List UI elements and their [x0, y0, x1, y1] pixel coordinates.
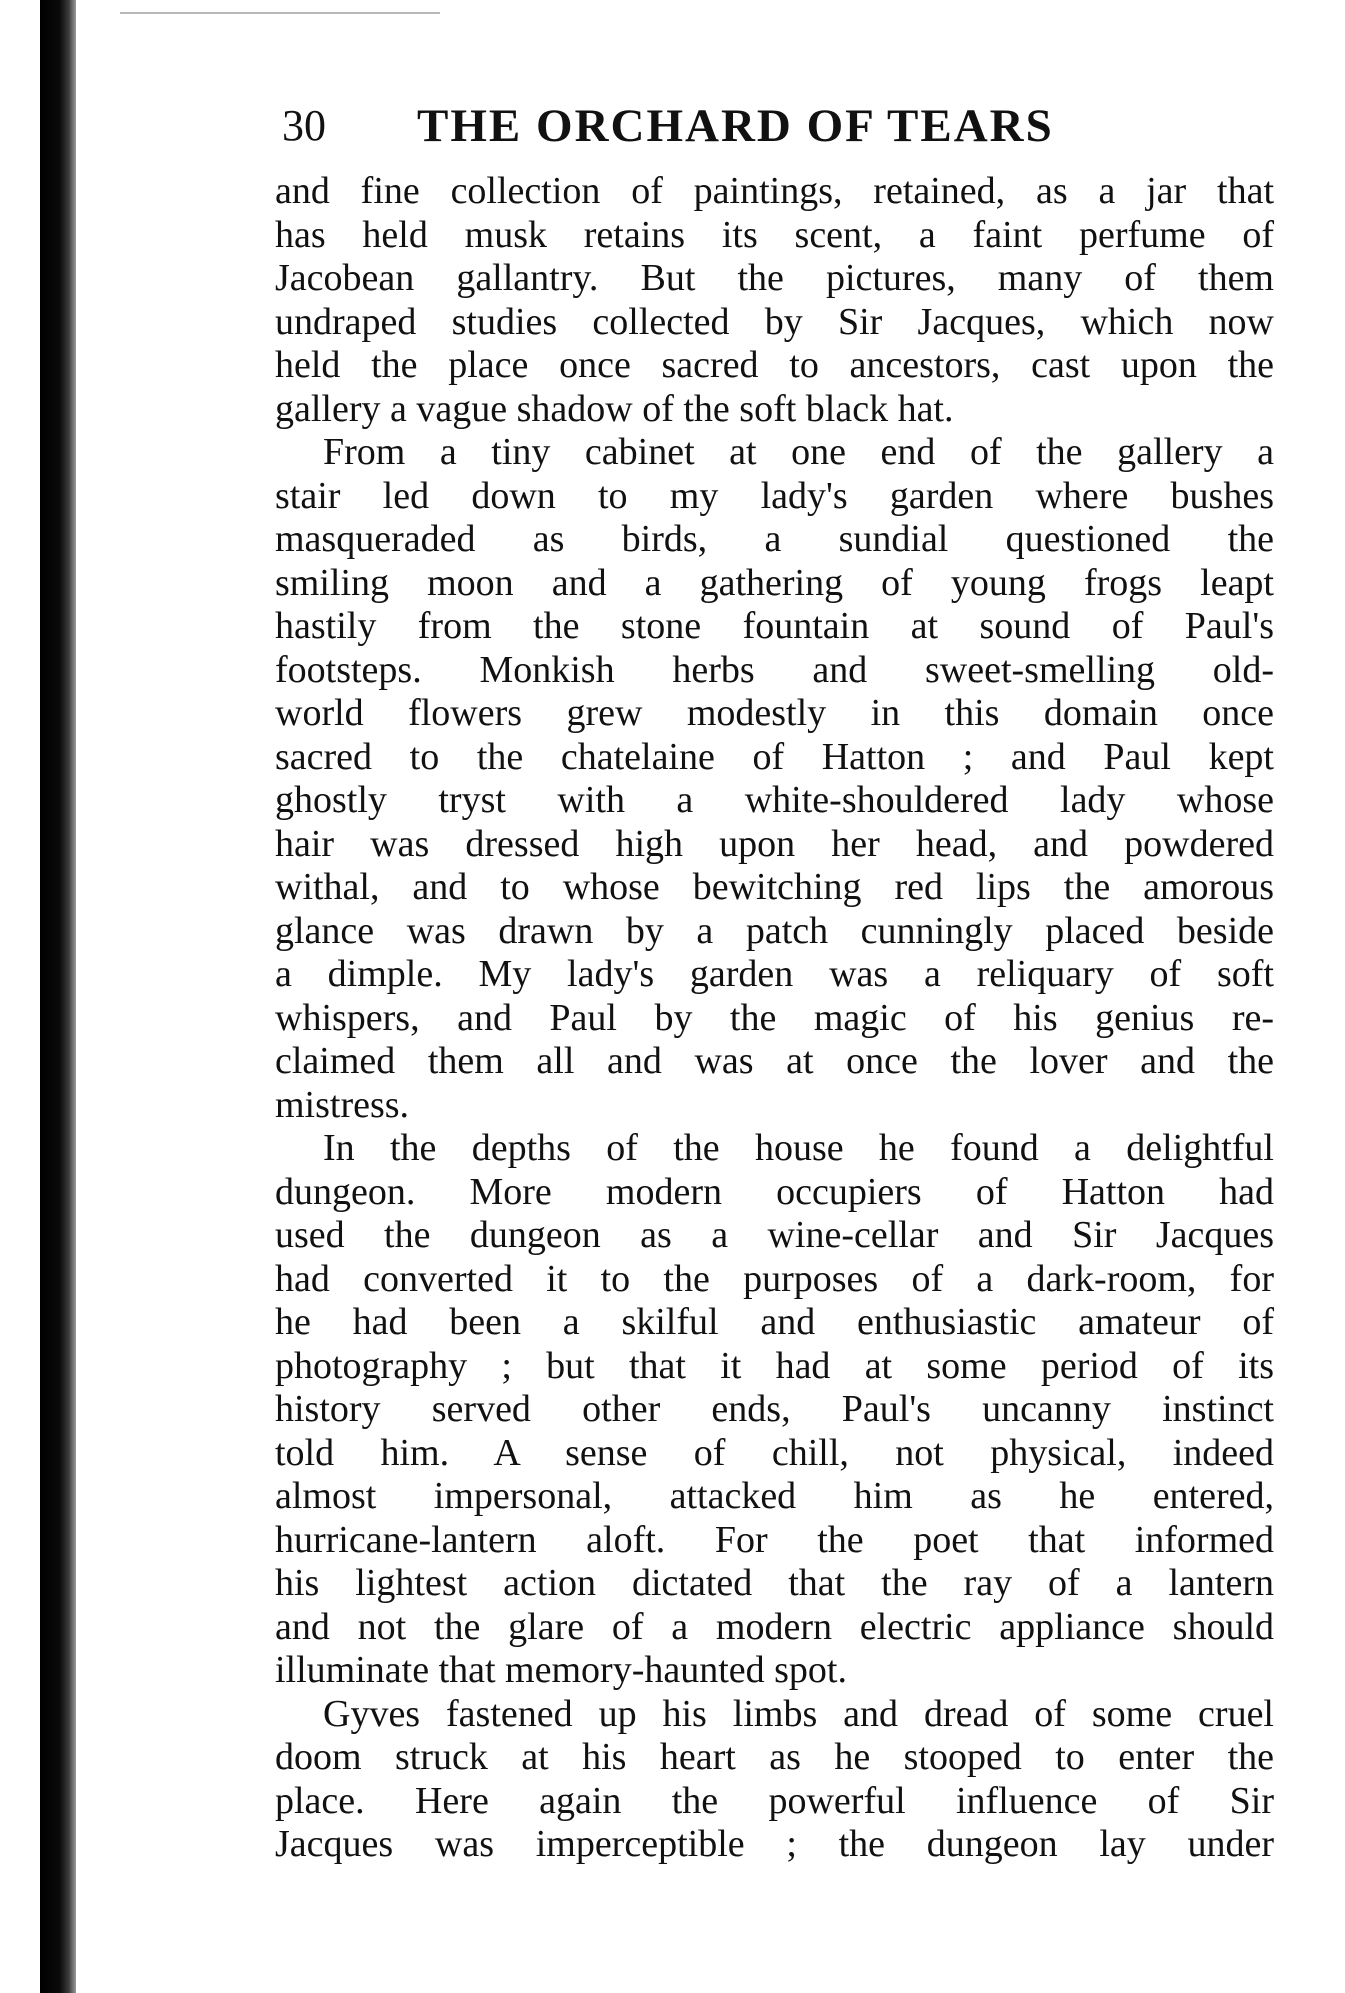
- text-line: place. Here again the powerful influence of Sir: [275, 1779, 1274, 1822]
- text-line: withal, and to whose bewitching red lips the amorous: [275, 866, 1274, 908]
- text-line: world flowers grew modestly in this domain once: [275, 692, 1274, 734]
- text-line: history served other ends, Paul's uncanny instinct: [275, 1388, 1274, 1430]
- text-line: held the place once sacred to ancestors, cast upon the: [275, 344, 1274, 386]
- text-line: photography ; but that it had at some period of its: [275, 1344, 1274, 1387]
- text-line: a dimple. My lady's garden was a reliquary of soft: [275, 953, 1274, 995]
- text-line: hair was dressed high upon her head, and powdered: [275, 822, 1274, 865]
- text-line: told him. A sense of chill, not physical, indeed: [275, 1431, 1274, 1474]
- text-line: whispers, and Paul by the magic of his genius re-: [275, 996, 1274, 1039]
- text-line: illuminate that memory-haunted spot.: [275, 1649, 847, 1691]
- body-text: [275, 170, 1274, 1867]
- text-line: and not the glare of a modern electric appliance should: [275, 1605, 1274, 1648]
- text-line: claimed them all and was at once the lover and the: [275, 1040, 1274, 1082]
- text-line: had converted it to the purposes of a dark-room, for: [275, 1257, 1274, 1300]
- text-line: hastily from the stone fountain at sound of Paul's: [275, 605, 1274, 647]
- scan-edge-rule: [120, 12, 440, 14]
- text-line: glance was drawn by a patch cunningly placed beside: [275, 909, 1274, 952]
- text-line: Jacques was imperceptible ; the dungeon lay under: [275, 1823, 1274, 1865]
- running-title: THE ORCHARD OF TEARS: [417, 100, 1054, 152]
- text-line: his lightest action dictated that the ray of a lantern: [275, 1562, 1274, 1604]
- text-line: From a tiny cabinet at one end of the gallery a: [323, 431, 1274, 473]
- text-line: dungeon. More modern occupiers of Hatton had: [275, 1170, 1274, 1213]
- text-line: stair led down to my lady's garden where bushes: [275, 474, 1274, 517]
- text-line: Jacobean gallantry. But the pictures, many of them: [275, 257, 1274, 299]
- text-line: he had been a skilful and enthusiastic amateur of: [275, 1301, 1274, 1343]
- text-line: almost impersonal, attacked him as he entered,: [275, 1475, 1274, 1517]
- text-line: smiling moon and a gathering of young frogs leapt: [275, 561, 1274, 604]
- page-number: 30: [282, 101, 326, 150]
- scan-binding-shadow: [40, 0, 76, 1993]
- text-line: footsteps. Monkish herbs and sweet-smelling old-: [275, 648, 1274, 691]
- text-line: mistress.: [275, 1083, 410, 1126]
- text-line: doom struck at his heart as he stooped to enter the: [275, 1736, 1274, 1778]
- text-line: and fine collection of paintings, retained, as a jar that: [275, 170, 1274, 212]
- text-line: masqueraded as birds, a sundial questioned the: [275, 518, 1274, 560]
- running-head: [282, 96, 1282, 156]
- text-line: used the dungeon as a wine-cellar and Sir Jacques: [275, 1214, 1274, 1256]
- text-line: undraped studies collected by Sir Jacques, which now: [275, 300, 1274, 343]
- text-line: has held musk retains its scent, a faint perfume of: [275, 213, 1274, 256]
- text-line: In the depths of the house he found a delightful: [323, 1127, 1274, 1169]
- text-line: sacred to the chatelaine of Hatton ; and Paul kept: [275, 735, 1274, 778]
- text-line: hurricane-lantern aloft. For the poet that informed: [275, 1518, 1274, 1561]
- text-line: gallery a vague shadow of the soft black hat.: [275, 387, 954, 430]
- text-line: ghostly tryst with a white-shouldered lady whose: [275, 779, 1274, 821]
- text-line: Gyves fastened up his limbs and dread of some cruel: [323, 1692, 1274, 1735]
